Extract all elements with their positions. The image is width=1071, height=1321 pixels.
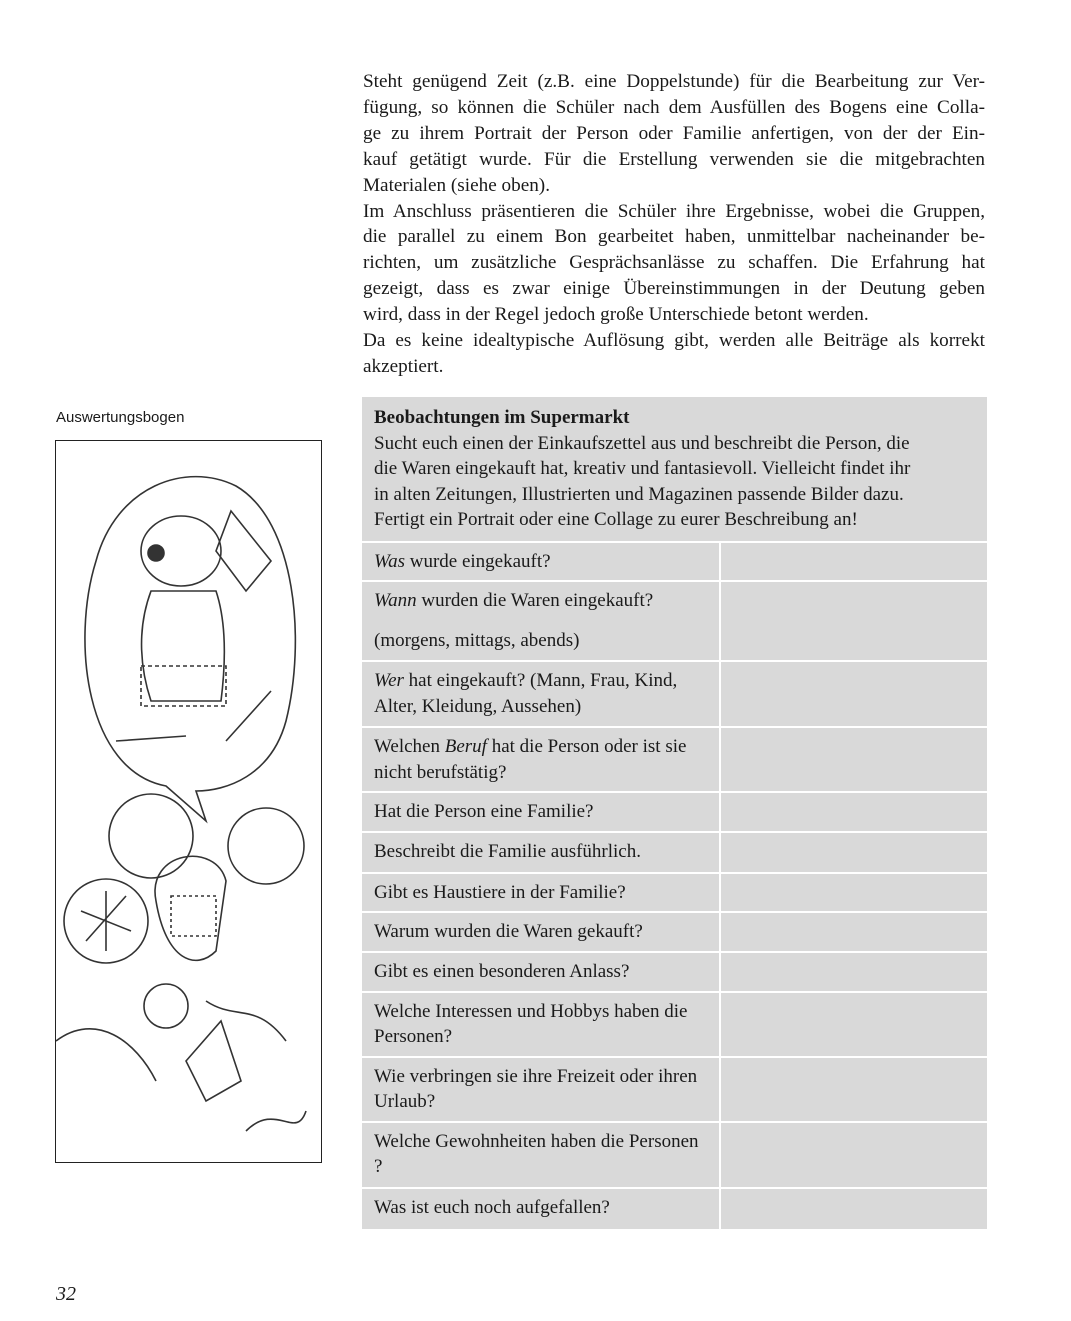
answer-cell[interactable] xyxy=(721,793,989,833)
page-number: 32 xyxy=(56,1283,76,1305)
answer-cell[interactable] xyxy=(721,993,989,1058)
question-text: hat die Person oder ist sie nicht berufstätig? xyxy=(374,736,687,783)
question-cell xyxy=(362,833,721,874)
question-text: Beschreibt die Familie ausführlich. xyxy=(374,840,641,862)
question-keyword: Wer xyxy=(374,670,404,691)
table-row xyxy=(362,993,989,1058)
table-row xyxy=(362,913,989,953)
table-row xyxy=(362,728,989,793)
question-cell xyxy=(362,993,721,1058)
worksheet-table xyxy=(362,397,989,1231)
intro-line: Steht genügend Zeit (z.B. eine Doppelstunde) für die Bearbeitung zur Ver- xyxy=(363,71,985,92)
worksheet-title: Beobachtungen im Supermarkt xyxy=(374,407,630,428)
intro-text xyxy=(363,69,985,380)
thought-bubble-large xyxy=(85,477,295,821)
intro-line: gezeigt, dass es zwar einige Übereinstimmungen in der Deutung geben xyxy=(363,278,985,300)
question-text: hat eingekauft? (Mann, Frau, Kind, Alter, Kleidung, Aussehen) xyxy=(374,670,678,717)
answer-cell[interactable] xyxy=(721,662,989,728)
side-label: Auswertungsbogen xyxy=(56,409,185,426)
question-hint: (morgens, mittags, abends) xyxy=(374,629,580,651)
intro-line: Im Anschluss präsentieren die Schüler ihre Ergebnisse, wobei die Gruppen, xyxy=(363,200,985,222)
answer-cell[interactable] xyxy=(721,1189,989,1231)
table-row xyxy=(362,1058,989,1123)
instruction-line: in alten Zeitungen, Illustrierten und Magazinen passende Bilder dazu. xyxy=(374,483,904,505)
intro-line: fügung, so können die Schüler nach dem Ausfüllen des Bogens eine Colla- xyxy=(363,96,985,118)
question-text: Was ist euch noch aufgefallen? xyxy=(374,1196,610,1218)
question-keyword: Was xyxy=(374,550,405,572)
question-text: Welche Interessen und Hobbys haben die Personen? xyxy=(374,1000,688,1047)
question-text: Wie verbringen sie ihre Freizeit oder ihren Urlaub? xyxy=(374,1065,698,1112)
question-cell xyxy=(362,874,721,914)
question-text: Welchen xyxy=(374,736,445,757)
answer-cell[interactable] xyxy=(721,1058,989,1123)
intro-line: richten, um zusätzliche Gesprächsanlässe zu schaffen. Die Erfahrung hat xyxy=(363,252,985,274)
answer-cell[interactable] xyxy=(721,874,989,914)
answer-cell[interactable] xyxy=(721,582,989,662)
question-cell xyxy=(362,1189,721,1231)
intro-line: Materialen (siehe oben). xyxy=(363,174,550,196)
intro-line: akzeptiert. xyxy=(363,355,444,377)
table-row xyxy=(362,582,989,662)
table-header xyxy=(362,397,989,543)
intro-line: kauf getätigt wurde. Für die Erstellung verwenden sie die mitgebrachten xyxy=(363,148,985,170)
question-text: wurden die Waren eingekauft? xyxy=(416,590,654,611)
table-row xyxy=(362,1189,989,1231)
intro-line: die parallel zu einem Bon gearbeitet haben, unmittelbar nacheinander be- xyxy=(363,226,985,248)
cartoon-illustration xyxy=(55,440,322,1163)
answer-cell[interactable] xyxy=(721,1123,989,1189)
question-keyword: Wann xyxy=(374,590,417,611)
table-row xyxy=(362,793,989,833)
question-text: Gibt es Haustiere in der Familie? xyxy=(374,881,626,903)
table-row xyxy=(362,662,989,728)
question-text: Hat die Person eine Familie? xyxy=(374,801,594,822)
answer-cell[interactable] xyxy=(721,728,989,793)
intro-line: Da es keine idealtypische Auflösung gibt, werden alle Beiträge als korrekt xyxy=(363,330,985,352)
kilt xyxy=(141,666,226,706)
question-cell xyxy=(362,793,721,833)
table-row xyxy=(362,833,989,874)
table-row xyxy=(362,543,989,583)
answer-cell[interactable] xyxy=(721,833,989,874)
question-text: wurde eingekauft? xyxy=(404,550,551,572)
intro-line: wird, dass in der Regel jedoch große Unterschiede betont werden. xyxy=(363,304,869,326)
table-row xyxy=(362,953,989,993)
question-cell xyxy=(362,582,721,662)
instruction-line: die Waren eingekauft hat, kreativ und fantasievoll. Vielleicht findet ihr xyxy=(374,458,911,479)
question-cell xyxy=(362,543,721,583)
question-cell xyxy=(362,1058,721,1123)
answer-cell[interactable] xyxy=(721,953,989,993)
question-text: Gibt es einen besonderen Anlass? xyxy=(374,961,630,982)
table-row xyxy=(362,874,989,914)
question-cell xyxy=(362,728,721,793)
table-row xyxy=(362,1123,989,1189)
question-cell xyxy=(362,662,721,728)
question-cell xyxy=(362,1123,721,1189)
question-cell xyxy=(362,953,721,993)
question-text: Welche Gewohnheiten haben die Personen ? xyxy=(374,1130,699,1177)
answer-cell[interactable] xyxy=(721,543,989,583)
intro-line: ge zu ihrem Portrait der Person oder Familie anfertigen, von der der Ein- xyxy=(363,122,985,144)
instruction-line: Sucht euch einen der Einkaufszettel aus und beschreibt die Person, die xyxy=(374,432,910,454)
question-text: Warum wurden die Waren gekauft? xyxy=(374,921,643,942)
question-cell xyxy=(362,913,721,953)
question-keyword: Beruf xyxy=(444,736,487,757)
answer-cell[interactable] xyxy=(721,913,989,953)
instruction-line: Fertigt ein Portrait oder eine Collage zu eurer Beschreibung an! xyxy=(374,509,858,530)
